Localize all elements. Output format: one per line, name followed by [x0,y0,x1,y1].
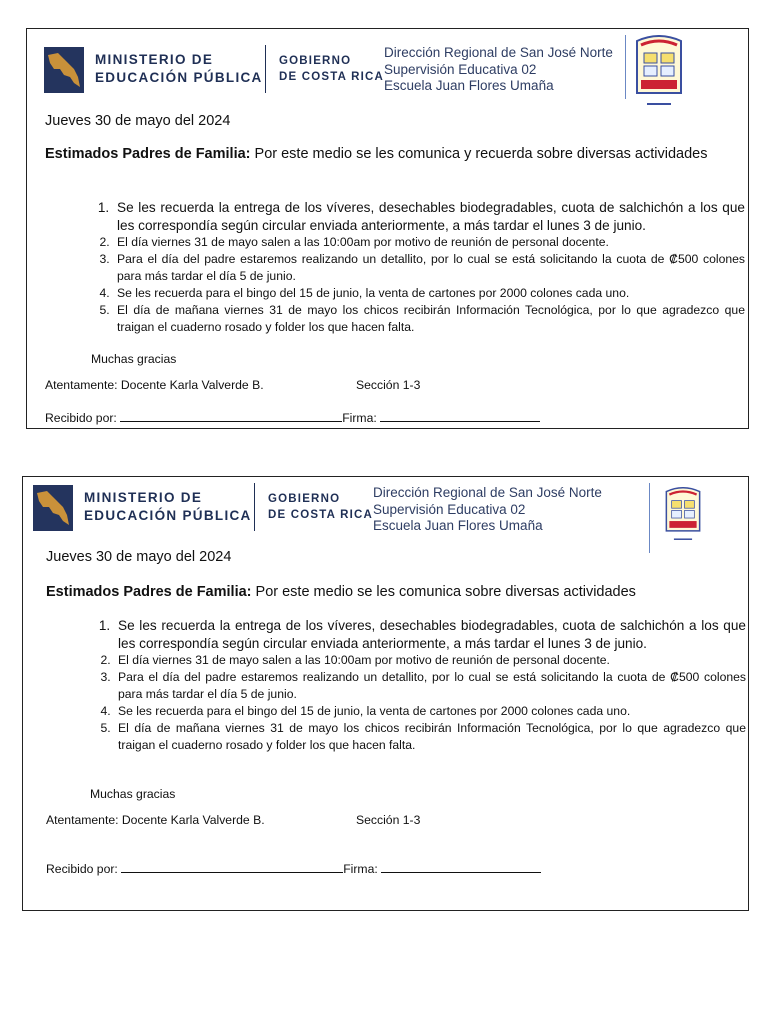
government-name: GOBIERNO DE COSTA RICA [268,493,374,521]
thanks-text: Muchas gracias [90,787,176,801]
list-item: 4. Se les recuerda para el bingo del 15 de junio, la venta de cartones por 2000 colones cada uno. [114,703,746,720]
firma-label: Firma: [342,411,377,425]
list-item: 1. Se les recuerda la entrega de los víveres, desechables biodegradables, cuota de salchichón a los que les correspondía según circular enviada anteriormente, a más tardar el lunes 3 de junio. [113,199,745,234]
section-label: Sección 1-3 [356,813,421,827]
firma-blank[interactable] [380,410,540,422]
notice-card [22,476,749,911]
government-name: GOBIERNO DE COSTA RICA [279,55,385,83]
greeting: Estimados Padres de Familia: Por este medio se les comunica y recuerda sobre diversas actividades [45,146,708,162]
greeting: Estimados Padres de Familia: Por este medio se les comunica sobre diversas actividades [46,584,636,600]
header-divider [265,45,266,93]
receipt-line [45,410,540,425]
list-item: 3. Para el día del padre estaremos realizando un detallito, por lo cual se está solicitando la cuota de ₡500 colones para más tardar el día 5 de junio. [114,669,746,703]
activity-list [89,199,745,336]
notice-date: Jueves 30 de mayo del 2024 [45,113,231,129]
firma-blank[interactable] [381,861,541,873]
received-by-label: Recibido por: [45,411,117,425]
receipt-line [46,861,541,876]
firma-label: Firma: [343,862,378,876]
header-divider-right [625,35,626,99]
school-direction: Dirección Regional de San José Norte Supervisión Educativa 02 Escuela Juan Flores Umaña [373,485,602,533]
header-divider [254,483,255,531]
thanks-text: Muchas gracias [91,352,177,366]
list-item: 3. Para el día del padre estaremos realizando un detallito, por lo cual se está solicitando la cuota de ₡500 colones para más tardar el día 5 de junio. [113,251,745,285]
section-label: Sección 1-3 [356,378,421,392]
list-item: 2. El día viernes 31 de mayo salen a las 10:00am por motivo de reunión de personal docente. [114,652,746,669]
list-item: 5. El día de mañana viernes 31 de mayo los chicos recibirán Información Tecnológica, por lo que agradezco que traigan el cuaderno rosado y folder los que hacen falta. [114,720,746,754]
received-by-blank[interactable] [121,861,343,873]
list-item: 1. Se les recuerda la entrega de los víveres, desechables biodegradables, cuota de salchichón a los que les correspondía según circular enviada anteriormente, a más tardar el lunes 3 de junio. [114,617,746,652]
received-by-label: Recibido por: [46,862,118,876]
received-by-blank[interactable] [120,410,342,422]
notice-card [26,28,749,429]
list-item: 4. Se les recuerda para el bingo del 15 de junio, la venta de cartones por 2000 colones cada uno. [113,285,745,302]
list-item: 5. El día de mañana viernes 31 de mayo los chicos recibirán Información Tecnológica, por lo que agradezco que traigan el cuaderno rosado y folder los que hacen falta. [113,302,745,336]
costa-rica-map-logo-icon [33,485,73,531]
signature: Atentamente: Docente Karla Valverde B. [46,813,265,827]
activity-list [90,617,746,754]
header-divider-right [649,483,650,553]
ministry-name: MINISTERIO DE EDUCACIÓN PÚBLICA [95,52,263,85]
school-crest-icon [661,487,705,548]
list-item: 2. El día viernes 31 de mayo salen a las 10:00am por motivo de reunión de personal docente. [113,234,745,251]
signature: Atentamente: Docente Karla Valverde B. [45,378,264,392]
costa-rica-map-logo-icon [44,47,84,93]
school-crest-icon [633,35,685,114]
ministry-name: MINISTERIO DE EDUCACIÓN PÚBLICA [84,490,252,523]
notice-date: Jueves 30 de mayo del 2024 [46,549,232,565]
school-direction: Dirección Regional de San José Norte Supervisión Educativa 02 Escuela Juan Flores Umaña [384,45,613,93]
